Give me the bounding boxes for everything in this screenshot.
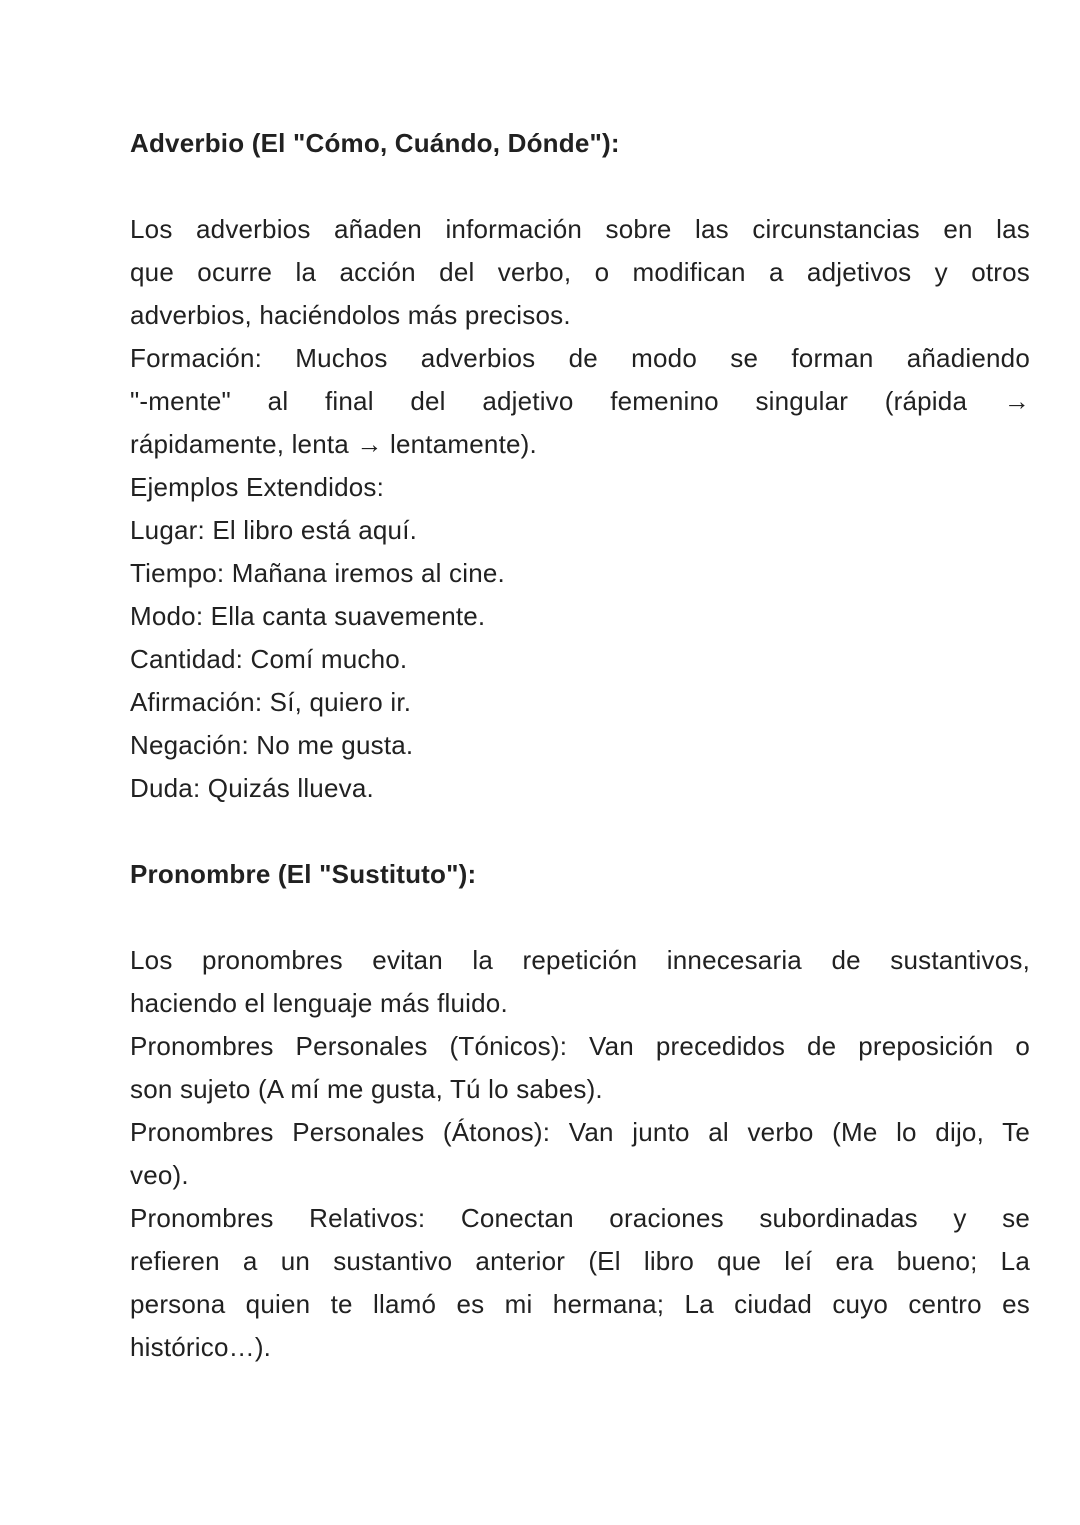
ejemplo-afirmacion: Afirmación: Sí, quiero ir. xyxy=(130,687,412,717)
text-line: veo). xyxy=(130,1160,189,1190)
text-line: son sujeto (A mí me gusta, Tú lo sabes). xyxy=(130,1074,603,1104)
adverbio-ejemplos-list xyxy=(130,466,1030,810)
pronombre-relativos-paragraph xyxy=(130,1197,1030,1369)
text-line: rápidamente, lenta → lentamente). xyxy=(130,429,537,459)
ejemplo-duda: Duda: Quizás llueva. xyxy=(130,773,374,803)
ejemplo-tiempo: Tiempo: Mañana iremos al cine. xyxy=(130,558,505,588)
ejemplo-negacion: Negación: No me gusta. xyxy=(130,730,414,760)
pronombre-atonos-paragraph xyxy=(130,1111,1030,1197)
adverbio-formacion-paragraph xyxy=(130,337,1030,466)
ejemplos-titulo: Ejemplos Extendidos: xyxy=(130,472,385,502)
text-line: refieren a un sustantivo anterior (El libro que leí era bueno; La xyxy=(130,1246,1030,1276)
pronombre-tonicos-paragraph xyxy=(130,1025,1030,1111)
text-line: Los adverbios añaden información sobre las circunstancias en las xyxy=(130,214,1030,244)
text-line: Pronombres Personales (Átonos): Van junto al verbo (Me lo dijo, Te xyxy=(130,1117,1030,1147)
pronombre-section-heading: Pronombre (El "Sustituto"): xyxy=(130,859,477,889)
ejemplo-lugar: Lugar: El libro está aquí. xyxy=(130,515,418,545)
text-line: "-mente" al final del adjetivo femenino singular (rápida → xyxy=(130,386,1030,416)
text-line: haciendo el lenguaje más fluido. xyxy=(130,988,508,1018)
text-line: histórico…). xyxy=(130,1332,272,1362)
text-line: que ocurre la acción del verbo, o modifican a adjetivos y otros xyxy=(130,257,1030,287)
text-line: adverbios, haciéndolos más precisos. xyxy=(130,300,571,330)
adverbio-section-heading: Adverbio (El "Cómo, Cuándo, Dónde"): xyxy=(130,128,620,158)
text-line: Formación: Muchos adverbios de modo se forman añadiendo xyxy=(130,343,1030,373)
text-line: persona quien te llamó es mi hermana; La ciudad cuyo centro es xyxy=(130,1289,1030,1319)
ejemplo-cantidad: Cantidad: Comí mucho. xyxy=(130,644,408,674)
text-line: Pronombres Personales (Tónicos): Van precedidos de preposición o xyxy=(130,1031,1030,1061)
ejemplo-modo: Modo: Ella canta suavemente. xyxy=(130,601,486,631)
adverbio-intro-paragraph xyxy=(130,208,1030,337)
pronombre-intro-paragraph xyxy=(130,939,1030,1025)
text-line: Los pronombres evitan la repetición innecesaria de sustantivos, xyxy=(130,945,1030,975)
text-line: Pronombres Relativos: Conectan oraciones subordinadas y se xyxy=(130,1203,1030,1233)
